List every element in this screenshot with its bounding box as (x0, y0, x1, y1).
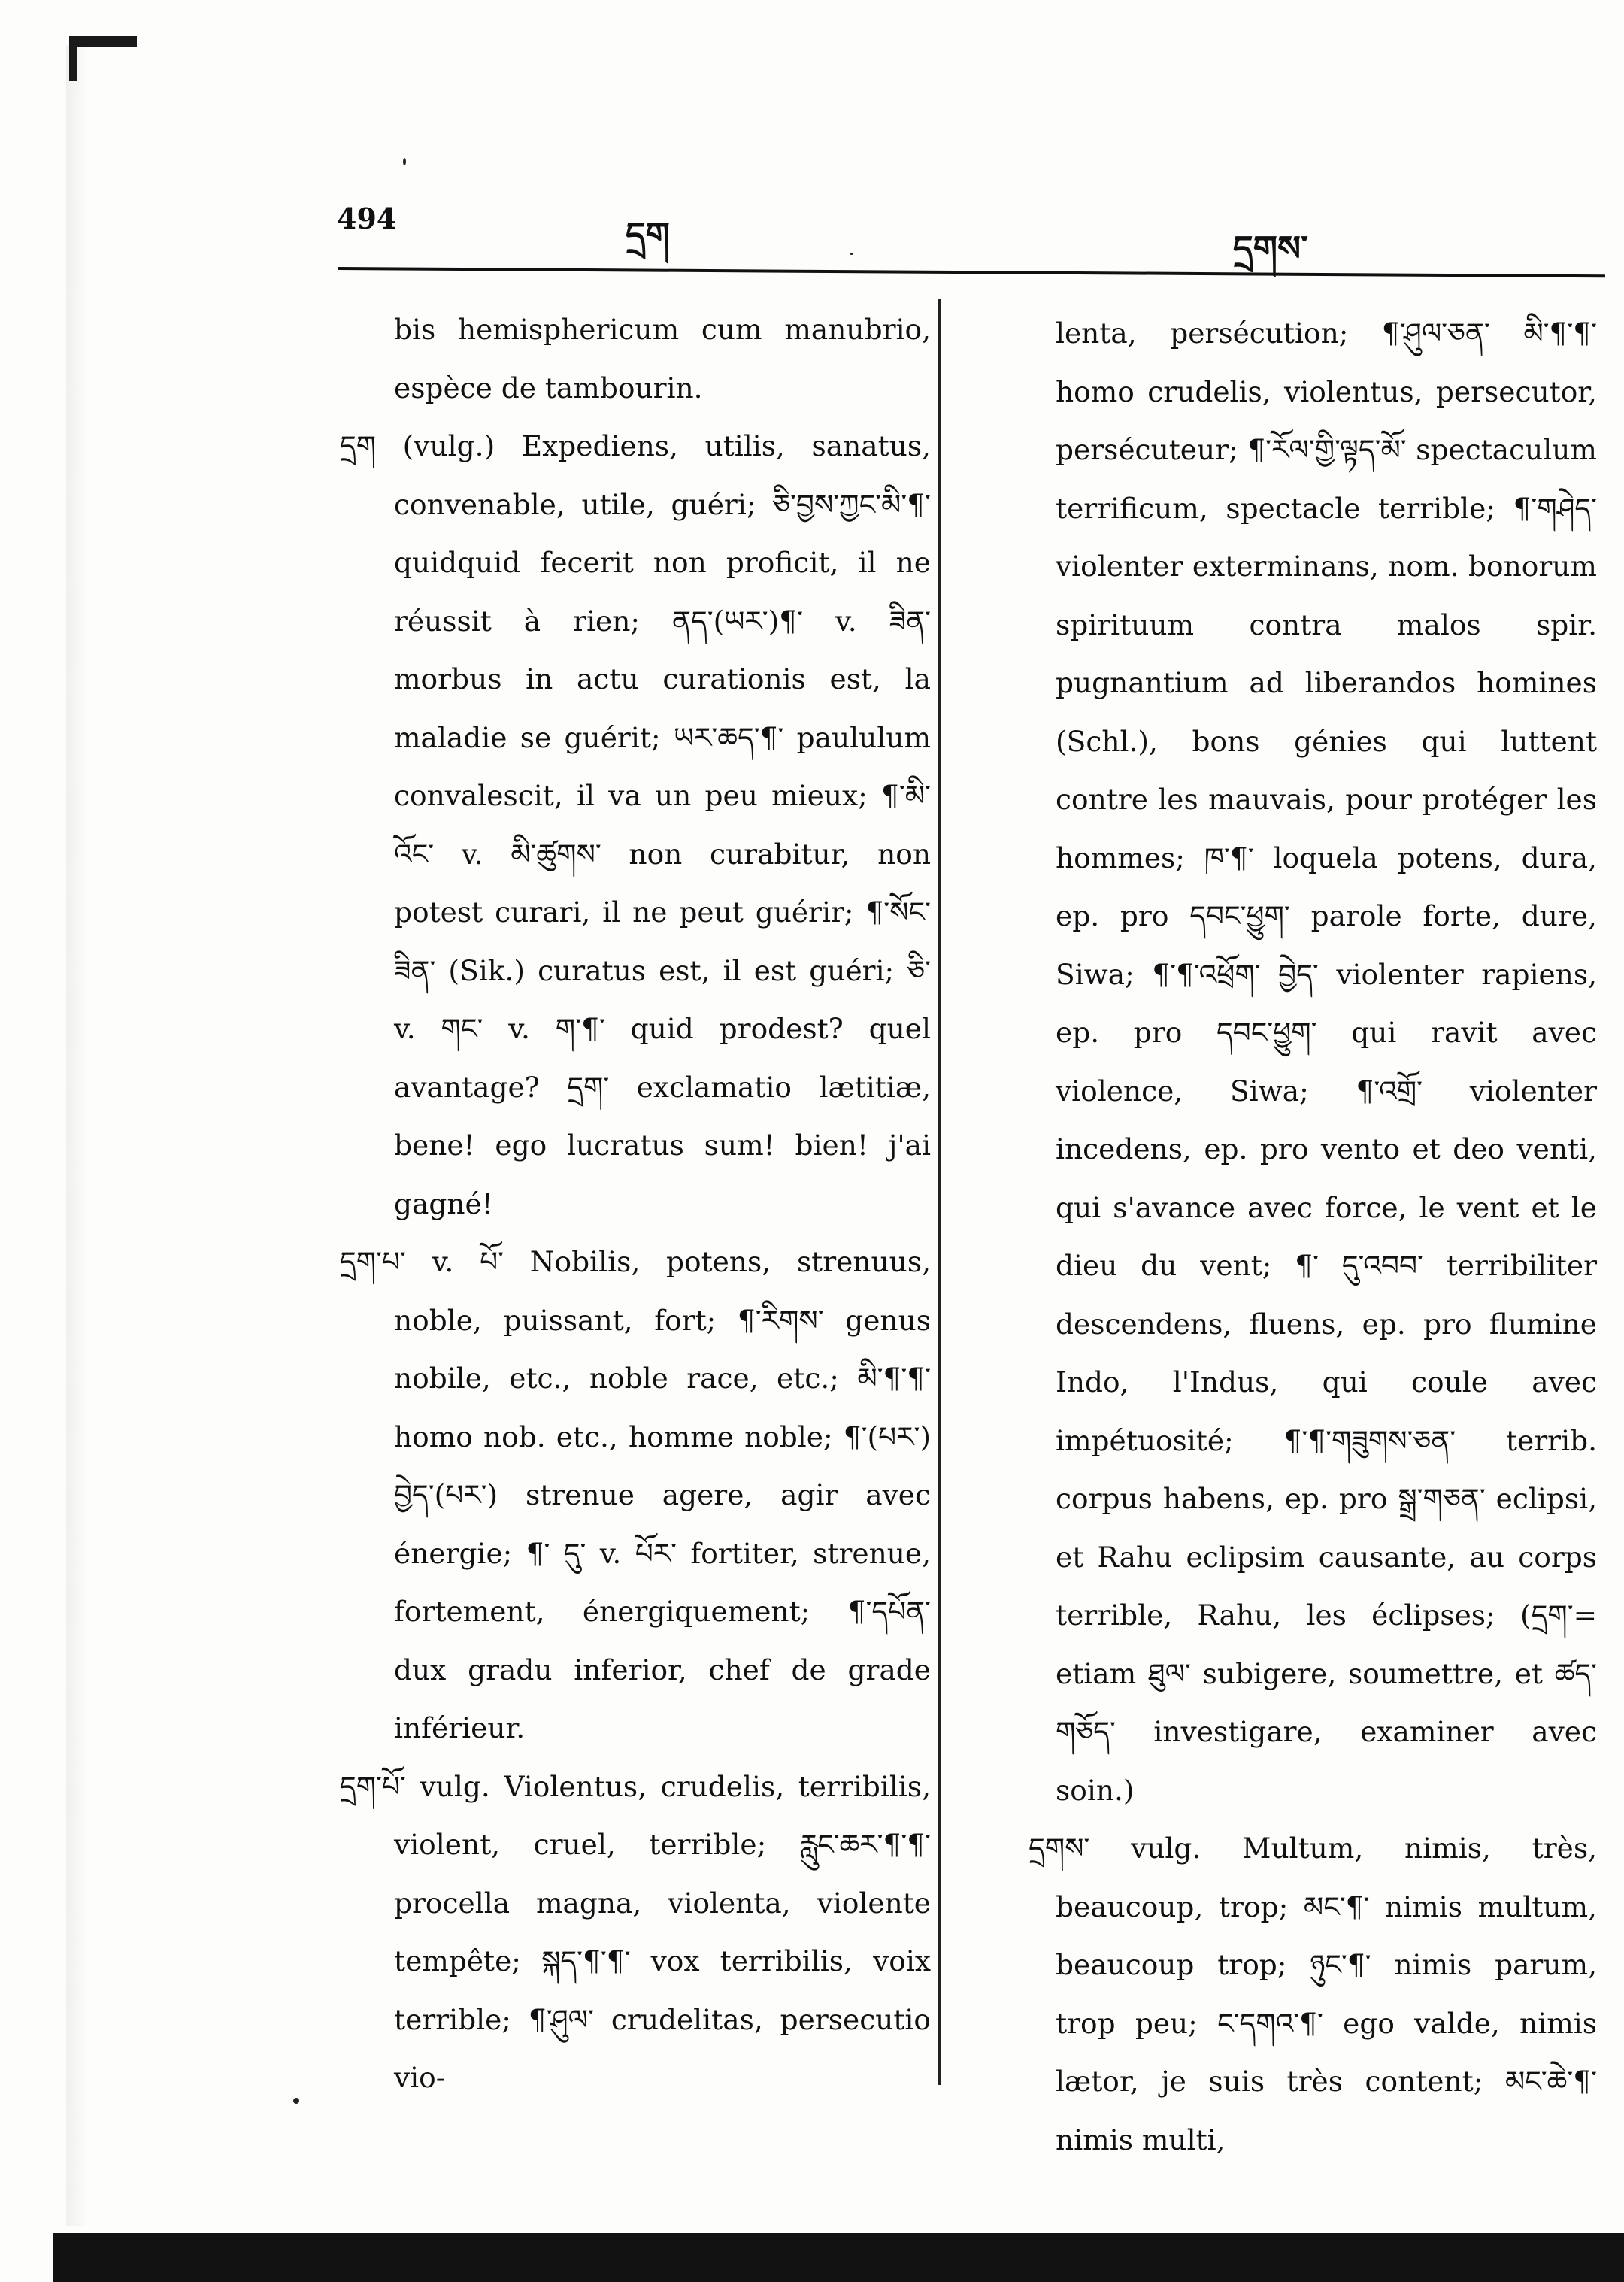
scan-corner-mark (69, 36, 137, 47)
dictionary-entry: དྲགས་ vulg. Multum, nimis, très, beaucoup, trop; མང་¶་ nimis multum, beaucoup trop; ཉུང་¶་ nimis parum, trop peu; ང་དགའ་¶་ ego valde, nimis lætor, je suis très content; མང་ཆེ་¶་ nimis multi, (1029, 1832, 1597, 2156)
left-column (340, 301, 931, 2108)
scan-bottom-bar (53, 2233, 1624, 2282)
right-column (1029, 305, 1597, 2169)
scan-edge-shadow (66, 45, 86, 2226)
dictionary-entry: དྲག་པོ་ vulg. Violentus, crudelis, terribilis, violent, cruel, terrible; རླུང་ཆར་¶་¶་ procella magna, violenta, violente tempête; སྐད་¶་¶་ vox terribilis, voix terrible; ¶་ཤུལ་ crudelitas, persecutio vio- (340, 1769, 931, 2094)
running-head-right: དྲགས་ (1233, 228, 1308, 268)
running-head-left: དྲག (626, 214, 671, 255)
scan-speck (293, 2098, 299, 2104)
scan-corner-mark-vertical (69, 36, 77, 81)
header-rule (338, 267, 1605, 277)
right-continuation: lenta, persécution; ¶་ཤུལ་ཅན་ མི་¶་¶་ homo crudelis, violentus, persecutor, persécuteur; ¶་རོལ་གྱི་ལྟད་མོ་ spectaculum terrificum, spectacle terrible; ¶་གཤེད་ violenter exterminans, nom. bonorum spirituum contra malos spir. pugnantium ad liberandos homines (Schl.), bons génies qui luttent contre les mauvais, pour protéger les hommes; ཁ་¶་ loquela potens, dura, ep. pro དབང་ཕྱུག་ parole forte, dure, Siwa; ¶་¶་འཕྲོག་ བྱེད་ violenter rapiens, ep. pro དབང་ཕྱུག་ qui ravit avec violence, Siwa; ¶་འགྲོ་ violenter incedens, ep. pro vento et deo venti, qui s'avance avec force, le vent et le dieu du vent; ¶་ དུ་འབབ་ terribiliter descendens, fluens, ep. pro flumine Indo, l'Indus, qui coule avec impétuosité; ¶་¶་གཟུགས་ཅན་ terrib. corpus habens, ep. pro སྒྲ་གཅན་ eclipsi, et Rahu eclipsim causante, au corps terrible, Rahu, les éclipses; (དྲག་= etiam ཐུལ་ subigere, soumettre, et ཚད་གཅོད་ investigare, examiner avec soin.) (1056, 317, 1597, 1807)
scan-speck (403, 158, 406, 165)
page-number: 494 (337, 202, 397, 235)
scan-speck (850, 253, 853, 255)
dictionary-entry: དྲག་པ་ v. པོ་ Nobilis, potens, strenuus, noble, puissant, fort; ¶་རིགས་ genus nobile, etc., noble race, etc.; མི་¶་¶་ homo nob. etc., homme noble; ¶་(པར་) བྱེད་(པར་) strenue agere, agir avec énergie; ¶་ དུ་ v. པོར་ fortiter, strenue, fortement, énergiquement; ¶་དཔོན་ dux gradu inferior, chef de grade inférieur. (340, 1245, 931, 1744)
left-continuation: bis hemisphericum cum manubrio, espèce de tambourin. (394, 313, 931, 405)
dictionary-entry: དྲག (vulg.) Expediens, utilis, sanatus, convenable, utile, guéri; ཅི་བྱས་ཀྱང་མི་¶་ quidquid fecerit non proficit, il ne réussit à rien; ནད་(ཡར་)¶་ v. ཟིན་ morbus in actu curationis est, la maladie se guérit; ཡར་ཆད་¶་ paululum convalescit, il va un peu mieux; ¶་མི་འོང་ v. མི་ཚུགས་ non curabitur, non potest curari, il ne peut guérir; ¶་སོང་ཟིན་ (Sik.) curatus est, il est guéri; ཅི་ v. གང་ v. ག་¶་ quid prodest? quel avantage? དྲག་ exclamatio lætitiæ, bene! ego lucratus sum! bien! j'ai gagné! (340, 429, 931, 1220)
column-divider (938, 299, 941, 2085)
